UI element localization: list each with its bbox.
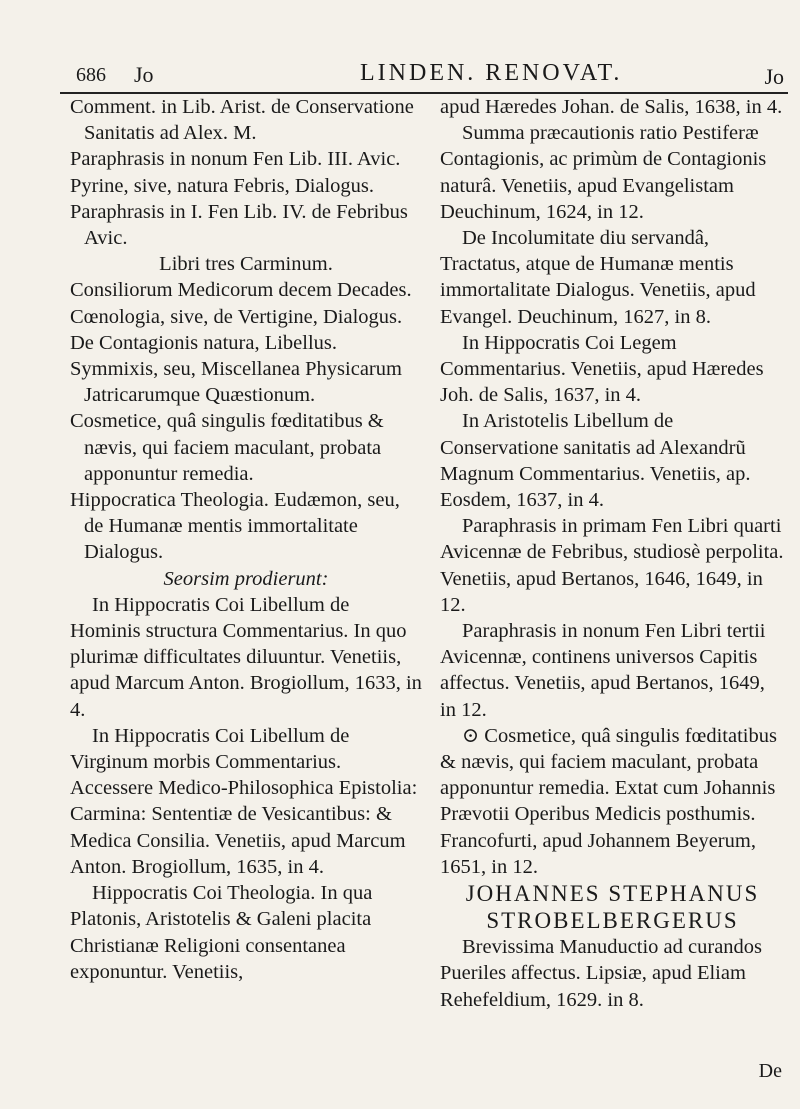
bibliography-entry: Comment. in Lib. Arist. de Conservatione Sanitatis ad Alex. M. bbox=[70, 96, 414, 145]
bibliography-entry: apud Hæredes Johan. de Salis, 1638, in 4. bbox=[440, 96, 783, 118]
bibliography-entry: Symmixis, seu, Miscellanea Physicarum Jatricarumque Quæstionum. bbox=[70, 358, 402, 407]
bibliography-entry: In Aristotelis Libellum de Conservatione sanitatis ad Alexandrũ Magnum Commentarius. Venetiis, ap. Eosdem, 1637, in 4. bbox=[440, 410, 751, 512]
bibliography-entry: ⊙ Cosmetice, quâ singulis fœditatibus & nævis, qui faciem maculant, probata apponuntur remedia. Extat cum Johannis Prævotii Operibus Medicis posthumis. Francofurti, apud Johannem Beyerum, 1651, in 12. bbox=[440, 724, 777, 878]
bibliography-entry: Hippocratica Theologia. Eudæmon, seu, de Humanæ mentis immortalitate Dialogus. bbox=[70, 489, 400, 564]
bibliography-entry: Consiliorum Medicorum decem Decades. bbox=[70, 279, 412, 302]
bibliography-entry: De Contagionis natura, Libellus. bbox=[70, 331, 338, 354]
header-right-guide: Jo bbox=[764, 64, 784, 89]
page-number: 686 bbox=[76, 64, 106, 86]
right-column bbox=[440, 94, 785, 1013]
bibliography-entry: Cœnologia, sive, de Vertigine, Dialogus. bbox=[70, 305, 403, 328]
bibliography-entry: Cosmetice, quâ singulis fœditatibus & nævis, qui faciem maculant, probata apponuntur remedia. bbox=[70, 410, 384, 485]
bibliography-entry: Brevissima Manuductio ad curandos Pueriles affectus. Lipsiæ, apud Eliam Rehefeldium, 1629. in 8. bbox=[440, 936, 763, 1011]
running-title: LINDEN. RENOVAT. bbox=[360, 60, 623, 86]
bibliography-entry: Hippocratis Coi Theologia. In qua Platonis, Aristotelis & Galeni placita Christianæ Religioni consentanea exponuntur. Venetiis, bbox=[70, 882, 373, 983]
bibliography-entry: Pyrine, sive, natura Febris, Dialogus. bbox=[70, 174, 375, 197]
bibliography-entry: De Incolumitate diu servandâ, Tractatus, atque de Humanæ mentis immortalitate Dialogus. Venetiis, apud Evangel. Deuchinum, 1627, in 8. bbox=[440, 227, 756, 328]
bibliography-entry: In Hippocratis Coi Legem Commentarius. Venetiis, apud Hæredes Joh. de Salis, 1637, in 4. bbox=[440, 331, 764, 407]
bibliography-entry: Summa præcautionis ratio Pestiferæ Contagionis, ac primùm de Contagionis naturâ. Venetiis, apud Evangelistam Deuchinum, 1624, in 12. bbox=[440, 122, 767, 223]
bibliography-entry: Libri tres Carminum. bbox=[159, 253, 333, 276]
bibliography-entry: Seorsim prodierunt: bbox=[163, 567, 329, 590]
bibliography-entry: Paraphrasis in I. Fen Lib. IV. de Febribus Avic. bbox=[70, 200, 408, 250]
bibliography-entry: In Hippocratis Coi Libellum de Hominis structura Commentarius. In quo plurimæ difficultates diluuntur. Venetiis, apud Marcum Anton. Brogiollum, 1633, in 4. bbox=[70, 593, 422, 721]
catchword: De bbox=[758, 1060, 782, 1082]
bibliography-entry: In Hippocratis Coi Libellum de Virginum morbis Commentarius. Accessere Medico-Philosophica Epistolia: Carmina: Sententiæ de Vesicantibus: & Medica Consilia. Venetiis, apud Marcum Anton. Brogiollum, 1635, in 4. bbox=[70, 724, 418, 878]
header-left-guide: Jo bbox=[134, 62, 154, 87]
bibliography-entry: Paraphrasis in nonum Fen Lib. III. Avic. bbox=[70, 148, 401, 171]
bibliography-entry: Paraphrasis in nonum Fen Libri tertii Avicennæ, continens universos Capitis affectus. Venetiis, apud Bertanos, 1649, in 12. bbox=[440, 620, 766, 721]
bibliography-entry: JOHANNES STEPHANUS STROBELBERGERUS bbox=[465, 881, 760, 934]
running-header bbox=[60, 60, 788, 94]
left-column bbox=[70, 94, 422, 985]
bibliography-entry: Paraphrasis in primam Fen Libri quarti Avicennæ de Febribus, studiosè perpolita. Venetiis, apud Bertanos, 1646, 1649, in 12. bbox=[440, 515, 784, 616]
